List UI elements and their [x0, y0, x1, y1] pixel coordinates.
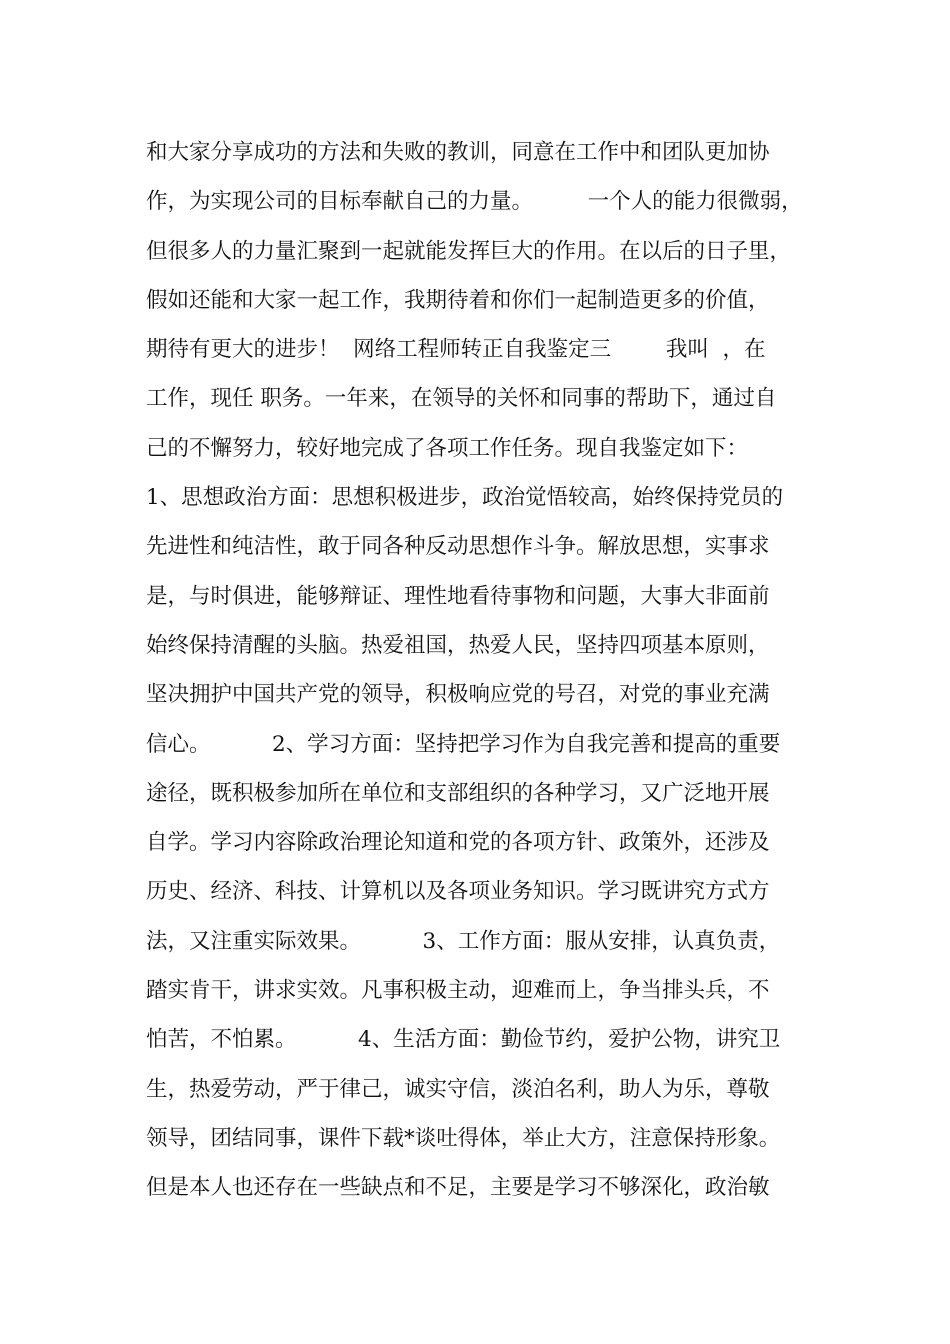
text-line-4: 假如还能和大家一起工作，我期待着和你们一起制造更多的价值，: [146, 287, 770, 313]
text-line-17: 法，又注重实际效果。 3、工作方面：服从安排，认真负责，: [146, 928, 781, 954]
text-line-6: 工作，现任 职务。一年来，在领导的关怀和同事的帮助下，通过自: [146, 386, 777, 412]
text-line-21: 领导，团结同事，课件下载*谈吐得体，举止大方，注意保持形象。: [146, 1125, 781, 1151]
text-line-15: 自学。学习内容除政治理论知道和党的各项方针、政策外，还涉及: [146, 830, 770, 856]
text-line-19: 怕苦，不怕累。 4、生活方面：勤俭节约，爱护公物，讲究卫: [146, 1027, 781, 1053]
text-line-3: 但很多人的力量汇聚到一起就能发挥巨大的作用。在以后的日子里，: [146, 238, 792, 264]
text-line-12: 坚决拥护中国共产党的领导，积极响应党的号召，对党的事业充满: [146, 682, 770, 708]
body-text: [146, 133, 836, 1218]
text-line-2: 作，为实现公司的目标奉献自己的力量。 一个人的能力很微弱，: [146, 189, 803, 215]
text-line-1: 和大家分享成功的方法和失败的教训，同意在工作中和团队更加协: [146, 140, 770, 165]
text-line-22: 但是本人也还存在一些缺点和不足，主要是学习不够深化，政治敏: [146, 1175, 770, 1201]
text-line-20: 生，热爱劳动，严于律己，诚实守信，淡泊名利，助人为乐，尊敬: [146, 1076, 770, 1102]
text-line-18: 踏实肯干，讲求实效。凡事积极主动，迎难而上，争当排头兵，不: [146, 978, 770, 1004]
text-line-9: 先进性和纯洁性，敢于同各种反动思想作斗争。解放思想，实事求: [146, 534, 770, 560]
text-line-5: 期待有更大的进步！ 网络工程师转正自我鉴定三 我叫 ，在: [146, 337, 766, 363]
text-line-8: 1、思想政治方面：思想积极进步，政治觉悟较高，始终保持党员的: [146, 485, 784, 511]
text-line-10: 是，与时俱进，能够辩证、理性地看待事物和问题，大事大非面前: [146, 583, 770, 609]
text-line-16: 历史、经济、科技、计算机以及各项业务知识。学习既讲究方式方: [146, 879, 770, 905]
text-line-11: 始终保持清醒的头脑。热爱祖国，热爱人民，坚持四项基本原则，: [146, 632, 770, 658]
text-line-14: 途径，既积极参加所在单位和支部组织的各种学习，又广泛地开展: [146, 780, 770, 806]
text-line-13: 信心。 2、学习方面：坚持把学习作为自我完善和提高的重要: [146, 731, 781, 757]
text-line-7: 己的不懈努力，较好地完成了各项工作任务。现自我鉴定如下：: [146, 435, 749, 461]
